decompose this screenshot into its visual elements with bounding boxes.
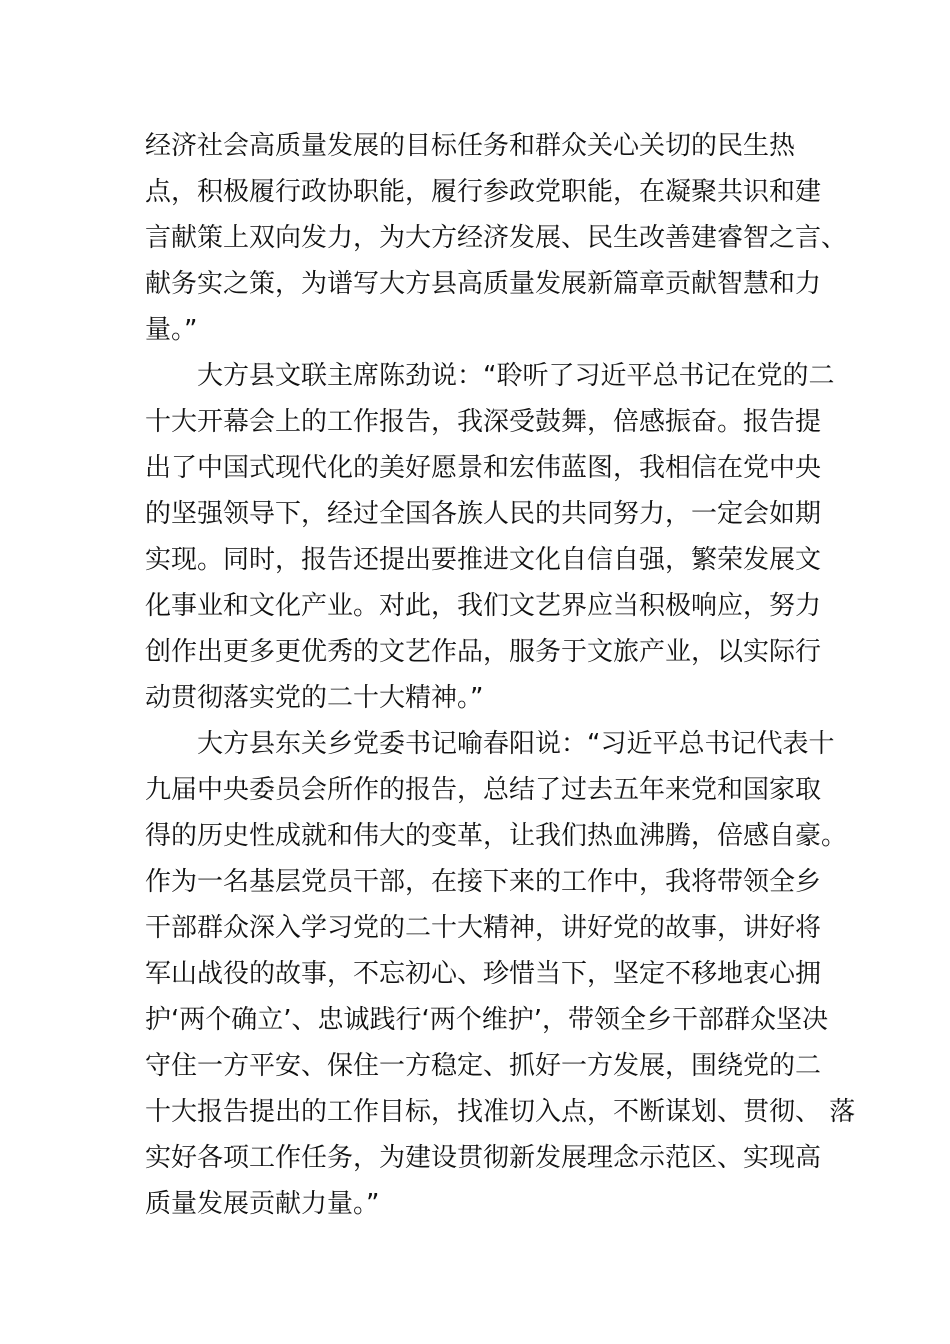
- paragraph-continuation: [145, 123, 848, 353]
- text-line: 量。”: [145, 315, 198, 345]
- paragraph-yu-chunyang-quote: [145, 721, 856, 1227]
- text-line: 言献策上双向发力，为大方经济发展、民生改善建睿智之言、: [145, 223, 848, 253]
- text-line: 守住一方平安、保住一方稳定、抓好一方发展，围绕党的二: [145, 1051, 822, 1081]
- text-line: 动贯彻落实党的二十大精神。”: [145, 683, 484, 713]
- text-line: 点，积极履行政协职能，履行参政党职能，在凝聚共识和建: [145, 177, 822, 207]
- text-line: 十大报告提出的工作目标，找准切入点，不断谋划、贯彻、 落: [145, 1097, 856, 1127]
- text-line: 献务实之策，为谱写大方县高质量发展新篇章贡献智慧和力: [145, 269, 822, 299]
- text-line: 出了中国式现代化的美好愿景和宏伟蓝图，我相信在党中央: [145, 453, 822, 483]
- text-line: 军山战役的故事，不忘初心、珍惜当下，坚定不移地衷心拥: [145, 959, 822, 989]
- text-line: 质量发展贡献力量。”: [145, 1189, 380, 1219]
- text-line: 护‘两个确立’、忠诚践行‘两个维护’，带领全乡干部群众坚决: [145, 1005, 829, 1035]
- text-line: 大方县东关乡党委书记喻春阳说：“习近平总书记代表十: [197, 729, 835, 759]
- text-line: 大方县文联主席陈劲说：“聆听了习近平总书记在党的二: [197, 361, 835, 391]
- text-line: 经济社会高质量发展的目标任务和群众关心关切的民生热: [145, 131, 796, 161]
- text-line: 实好各项工作任务，为建设贯彻新发展理念示范区、实现高: [145, 1143, 822, 1173]
- text-line: 化事业和文化产业。对此，我们文艺界应当积极响应，努力: [145, 591, 822, 621]
- text-line: 九届中央委员会所作的报告，总结了过去五年来党和国家取: [145, 775, 822, 805]
- text-line: 干部群众深入学习党的二十大精神，讲好党的故事，讲好将: [145, 913, 822, 943]
- paragraph-chen-jin-quote: [145, 353, 835, 721]
- text-line: 得的历史性成就和伟大的变革，让我们热血沸腾，倍感自豪。: [145, 821, 848, 851]
- text-line: 的坚强领导下，经过全国各族人民的共同努力，一定会如期: [145, 499, 822, 529]
- text-line: 作为一名基层党员干部，在接下来的工作中，我将带领全乡: [145, 867, 822, 897]
- text-line: 创作出更多更优秀的文艺作品，服务于文旅产业，以实际行: [145, 637, 822, 667]
- text-line: 实现。同时，报告还提出要推进文化自信自强，繁荣发展文: [145, 545, 822, 575]
- text-line: 十大开幕会上的工作报告，我深受鼓舞，倍感振奋。报告提: [145, 407, 822, 437]
